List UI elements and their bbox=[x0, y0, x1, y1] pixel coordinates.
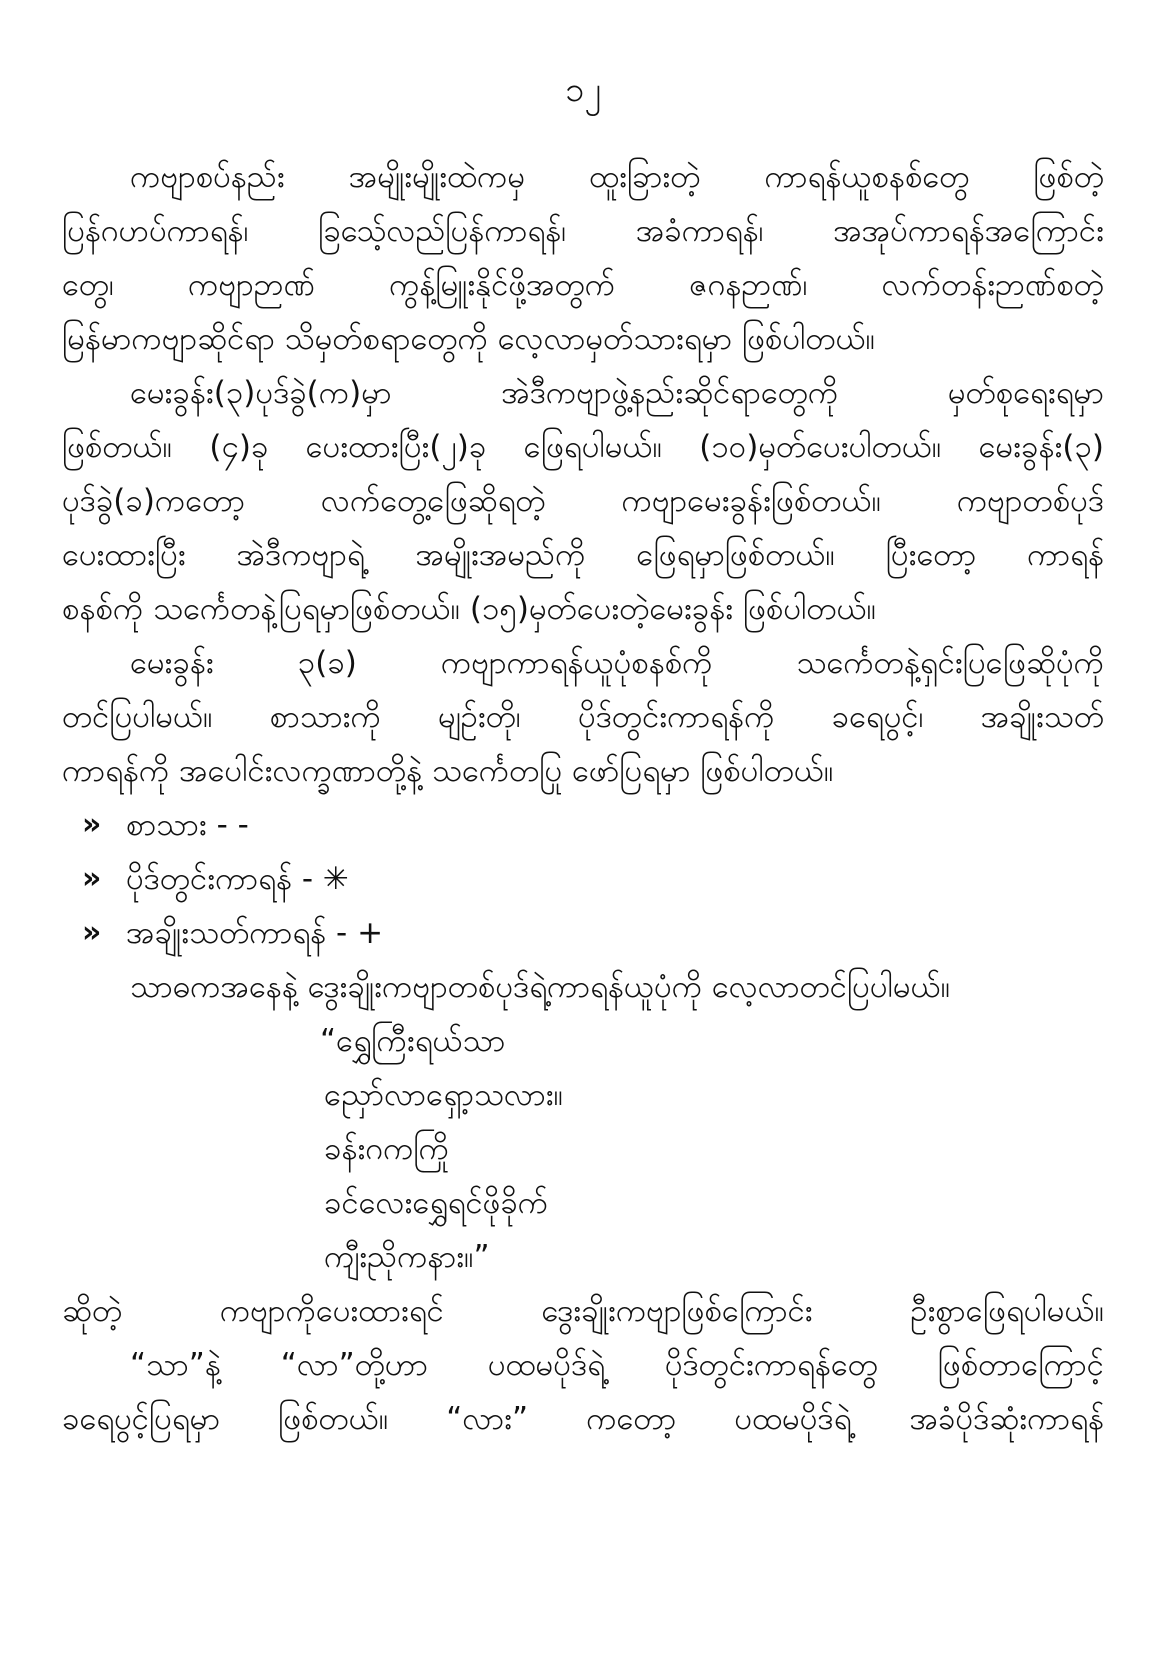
paragraph-line: မေးခွန်း ၃(ခ) ကဗျာကာရန်ယူပုံစနစ်ကို သင်္ကေတနဲ့ရှင်းပြဖြေဆိုပုံကို bbox=[130, 645, 1104, 681]
list-item-label: ပိုဒ်တွင်းကာရန် - ✳ bbox=[126, 861, 349, 897]
list-item bbox=[62, 798, 1104, 852]
paragraph-line: မေးခွန်း(၃)ပုဒ်ခွဲ(က)မှာ အဲဒီကဗျာဖွဲ့နည်းဆိုင်ရာတွေကို မှတ်စုရေးရမှာ bbox=[130, 375, 1104, 411]
list-item bbox=[62, 852, 1104, 906]
paragraph-line: မြန်မာကဗျာဆိုင်ရာ သိမှတ်စရာတွေကို လေ့လာမှတ်သားရမှာ ဖြစ်ပါတယ်။ bbox=[62, 321, 876, 357]
paragraph-line: ကဗျာစပ်နည်း အမျိုးမျိုးထဲကမှ ထူးခြားတဲ့ ကာရန်ယူစနစ်တွေ ဖြစ်တဲ့ bbox=[130, 159, 1104, 195]
poem-line: ကျီးညိုကနား။” bbox=[324, 1239, 490, 1275]
paragraph-line: ဖြစ်တယ်။ (၄)ခု ပေးထားပြီး(၂)ခု ဖြေရပါမယ်။ (၁၀)မှတ်ပေးပါတယ်။ မေးခွန်း(၃) bbox=[62, 429, 1104, 465]
paragraph-line: ခရေပွင့်ပြရမှာ ဖြစ်တယ်။ “လား” ကတော့ ပထမပိုဒ်ရဲ့ အခံပိုဒ်ဆုံးကာရန် bbox=[62, 1401, 1104, 1437]
page-number: ၁၂ bbox=[565, 70, 601, 110]
paragraph-line: ပုဒ်ခွဲ(ခ)ကတော့ လက်တွေ့ဖြေဆိုရတဲ့ ကဗျာမေးခွန်းဖြစ်တယ်။ ကဗျာတစ်ပုဒ် bbox=[62, 483, 1104, 519]
paragraph-line: သာဓကအနေနဲ့ ဒွေးချိုးကဗျာတစ်ပုဒ်ရဲ့ကာရန်ယူပုံကို လေ့လာတင်ပြပါမယ်။ bbox=[130, 969, 951, 1005]
list-item-label: စာသား - - bbox=[126, 807, 249, 843]
poem-line: ညှော်လာရှော့သလား။ bbox=[324, 1077, 563, 1113]
chevron-double-right-icon: » bbox=[82, 861, 102, 896]
poem-line: ခန်းဂကကြို bbox=[324, 1131, 449, 1167]
paragraph-line: စနစ်ကို သင်္ကေတနဲ့ပြရမှာဖြစ်တယ်။ (၁၅)မှတ်ပေးတဲ့မေးခွန်း ဖြစ်ပါတယ်။ bbox=[62, 591, 877, 627]
paragraph-line: တွေ၊ ကဗျာဉာဏ် ကွန့်မြူးနိုင်ဖို့အတွက် ဇဂနဉာဏ်၊ လက်တန်းဉာဏ်စတဲ့ bbox=[62, 267, 1104, 303]
paragraph-line: “သာ”နဲ့ “လာ”တို့ဟာ ပထမပိုဒ်ရဲ့ ပိုဒ်တွင်းကာရန်တွေ ဖြစ်တာကြောင့် bbox=[130, 1347, 1104, 1383]
body-text bbox=[62, 150, 1104, 1446]
chevron-double-right-icon: » bbox=[82, 915, 102, 950]
poem-line: ခင်လေးရွှေရင်ဖိုခိုက် bbox=[324, 1185, 549, 1221]
list-item-label: အချိုးသတ်ကာရန် - + bbox=[126, 915, 384, 951]
paragraph-line: ပြန်ဂဟပ်ကာရန်၊ ခြသေ့်လည်ပြန်ကာရန်၊ အခံကာရန်၊ အအုပ်ကာရန်အကြောင်း bbox=[62, 213, 1104, 249]
paragraph-line: ကာရန်ကို အပေါင်းလက္ခဏာတို့နဲ့ သင်္ကေတပြု ဖော်ပြရမှာ ဖြစ်ပါတယ်။ bbox=[62, 753, 834, 789]
list-item bbox=[62, 906, 1104, 960]
poem-line: “ရွှေကြီးရယ်သာ bbox=[320, 1023, 506, 1059]
chevron-double-right-icon: » bbox=[82, 807, 102, 842]
paragraph-line: တင်ပြပါမယ်။ စာသားကို မျဉ်းတို၊ ပိုဒ်တွင်းကာရန်ကို ခရေပွင့်၊ အချိုးသတ် bbox=[62, 699, 1104, 735]
paragraph-line: ဆိုတဲ့ ကဗျာကိုပေးထားရင် ဒွေးချိုးကဗျာဖြစ်ကြောင်း ဦးစွာဖြေရပါမယ်။ bbox=[62, 1293, 1104, 1329]
paragraph-line: ပေးထားပြီး အဲဒီကဗျာရဲ့ အမျိုးအမည်ကို ဖြေရမှာဖြစ်တယ်။ ပြီးတော့ ကာရန် bbox=[62, 537, 1104, 573]
